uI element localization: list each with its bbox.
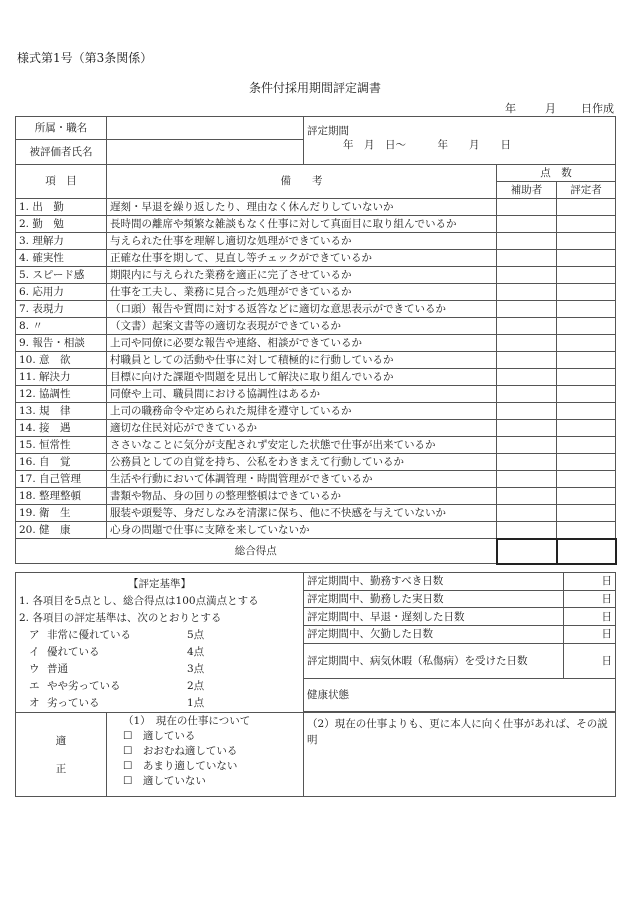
assistant-score[interactable] xyxy=(497,386,557,403)
level-label: 劣っている xyxy=(47,697,100,710)
evaluator-score[interactable] xyxy=(557,386,616,403)
level-label: 非常に優れている xyxy=(47,629,131,642)
remarks-header: 備 考 xyxy=(107,165,497,199)
table-row xyxy=(16,318,616,335)
row-item: 16. 自 覚 xyxy=(16,454,107,471)
row-remark: 心身の問題で仕事に支障を来していないか xyxy=(107,522,497,539)
row-remark: 遅刻・早退を繰り返したり、理由なく休んだりしていないか xyxy=(107,199,497,216)
evaluator-score[interactable] xyxy=(557,403,616,420)
evaluator-score[interactable] xyxy=(557,369,616,386)
creation-date xyxy=(505,100,614,116)
period-cell xyxy=(304,117,616,165)
assistant-score[interactable] xyxy=(497,505,557,522)
aptitude-option[interactable] xyxy=(123,729,300,744)
row-item: 14. 接 遇 xyxy=(16,420,107,437)
created-day-label: 日作成 xyxy=(581,102,614,115)
assistant-header: 補助者 xyxy=(497,182,557,199)
assistant-score[interactable] xyxy=(497,233,557,250)
row-remark: 長時間の離席や頻繁な雑談もなく仕事に対して真面目に取り組んでいるか xyxy=(107,216,497,233)
level-row xyxy=(29,678,229,695)
attendance-unit[interactable]: 日 xyxy=(564,590,616,608)
row-remark: 上司の職務命令や定められた規律を遵守しているか xyxy=(107,403,497,420)
evaluator-score[interactable] xyxy=(557,352,616,369)
created-month-label: 月 xyxy=(545,102,556,115)
created-year-label: 年 xyxy=(505,102,516,115)
level-mark: イ xyxy=(29,646,40,659)
period-label: 評定期間 xyxy=(307,125,349,137)
row-item: 13. 規 律 xyxy=(16,403,107,420)
aptitude-question-2[interactable]: （2）現在の仕事よりも、更に本人に向く仕事があれば、その説明 xyxy=(304,713,616,797)
row-item: 7. 表現力 xyxy=(16,301,107,318)
table-row xyxy=(16,335,616,352)
checkbox-icon[interactable]: ☐ xyxy=(123,775,133,787)
table-row xyxy=(16,301,616,318)
attendance-unit[interactable]: 日 xyxy=(564,625,616,643)
affiliation-field[interactable] xyxy=(107,117,304,140)
row-item: 5. スピード感 xyxy=(16,267,107,284)
assistant-score[interactable] xyxy=(497,216,557,233)
table-row xyxy=(16,420,616,437)
document-title: 条件付採用期間評定調書 xyxy=(248,81,381,95)
attendance-unit[interactable]: 日 xyxy=(564,643,616,678)
attendance-label: 評定期間中、欠勤した日数 xyxy=(304,625,564,643)
evaluator-score[interactable] xyxy=(557,522,616,539)
row-remark: （文書）起案文書等の適切な表現ができているか xyxy=(107,318,497,335)
assistant-score[interactable] xyxy=(497,250,557,267)
row-remark: （口頭）報告や質問に対する返答などに適切な意思表示ができているか xyxy=(107,301,497,318)
table-row xyxy=(16,267,616,284)
assistant-score[interactable] xyxy=(497,403,557,420)
row-remark: 服装や頭髪等、身だしなみを清潔に保ち、他に不快感を与えていないか xyxy=(107,505,497,522)
row-item: 9. 報告・相談 xyxy=(16,335,107,352)
name-field[interactable] xyxy=(107,140,304,165)
item-header: 項 目 xyxy=(16,165,107,199)
table-row xyxy=(16,369,616,386)
assistant-score[interactable] xyxy=(497,471,557,488)
aptitude-option[interactable] xyxy=(123,744,300,759)
assistant-score[interactable] xyxy=(497,335,557,352)
criteria-line-2: 2. 各項目の評定基準は、次のとおりとする xyxy=(19,612,222,624)
evaluator-score[interactable] xyxy=(557,267,616,284)
assistant-score[interactable] xyxy=(497,284,557,301)
row-remark: ささいなことに気分が支配されず安定した状態で仕事が出来ているか xyxy=(107,437,497,454)
row-remark: 与えられた仕事を理解し適切な処理ができているか xyxy=(107,233,497,250)
row-remark: 書類や物品、身の回りの整理整頓はできているか xyxy=(107,488,497,505)
assistant-score[interactable] xyxy=(497,318,557,335)
level-points: 2点 xyxy=(187,680,205,693)
row-item: 12. 協調性 xyxy=(16,386,107,403)
evaluator-score[interactable] xyxy=(557,505,616,522)
row-item: 3. 理解力 xyxy=(16,233,107,250)
table-row xyxy=(16,488,616,505)
assistant-score[interactable] xyxy=(497,488,557,505)
assistant-score[interactable] xyxy=(497,301,557,318)
table-row xyxy=(16,352,616,369)
table-row xyxy=(16,471,616,488)
aptitude-options-cell xyxy=(107,713,304,797)
evaluator-score[interactable] xyxy=(557,471,616,488)
assistant-score[interactable] xyxy=(497,267,557,284)
row-remark: 生活や行動において体調管理・時間管理ができているか xyxy=(107,471,497,488)
assistant-score[interactable] xyxy=(497,437,557,454)
period-value[interactable]: 年 月 日～ 年 月 日 xyxy=(343,139,511,152)
assistant-score[interactable] xyxy=(497,199,557,216)
option-label: おおむね適している xyxy=(142,745,238,757)
header-table xyxy=(15,116,616,165)
level-mark: ウ xyxy=(29,663,40,676)
evaluation-table xyxy=(15,164,617,565)
attendance-unit[interactable]: 日 xyxy=(564,573,616,591)
level-points: 4点 xyxy=(187,646,205,659)
table-row xyxy=(16,386,616,403)
row-remark: 同僚や上司、職員間における協調性はあるか xyxy=(107,386,497,403)
row-item: 11. 解決力 xyxy=(16,369,107,386)
level-row xyxy=(29,661,229,678)
row-item: 15. 恒常性 xyxy=(16,437,107,454)
evaluator-score[interactable] xyxy=(557,420,616,437)
evaluator-score[interactable] xyxy=(557,437,616,454)
evaluator-score[interactable] xyxy=(557,250,616,267)
aptitude-label xyxy=(16,713,107,797)
assistant-score[interactable] xyxy=(497,522,557,539)
table-row xyxy=(16,454,616,471)
attendance-label: 評定期間中、病気休暇（私傷病）を受けた日数 xyxy=(304,643,564,678)
row-item: 4. 確実性 xyxy=(16,250,107,267)
attendance-label: 評定期間中、早退・遅刻した日数 xyxy=(304,608,564,626)
row-item: 10. 意 欲 xyxy=(16,352,107,369)
table-row xyxy=(16,216,616,233)
evaluator-score[interactable] xyxy=(557,301,616,318)
criteria-line-1: 1. 各項目を5点とし、総合得点は100点満点とする xyxy=(19,595,259,607)
row-remark: 期限内に与えられた業務を適正に完了させているか xyxy=(107,267,497,284)
evaluator-score[interactable] xyxy=(557,216,616,233)
row-remark: 仕事を工夫し、業務に見合った処理ができているか xyxy=(107,284,497,301)
level-label: 普通 xyxy=(47,663,68,676)
criteria-cell xyxy=(16,573,304,713)
assistant-score[interactable] xyxy=(497,454,557,471)
bottom-table xyxy=(15,572,616,797)
row-item: 18. 整理整頓 xyxy=(16,488,107,505)
total-evaluator-score[interactable] xyxy=(557,539,616,564)
table-row xyxy=(16,403,616,420)
row-item: 17. 自己管理 xyxy=(16,471,107,488)
option-label: あまり適していない xyxy=(142,760,238,772)
table-row xyxy=(16,250,616,267)
attendance-unit[interactable]: 日 xyxy=(564,608,616,626)
level-points: 5点 xyxy=(187,629,205,642)
name-label: 被評価者氏名 xyxy=(16,140,107,165)
aptitude-label-bottom: 正 xyxy=(55,762,67,775)
aptitude-option[interactable] xyxy=(123,774,300,789)
row-item: 8. 〃 xyxy=(16,318,107,335)
level-row xyxy=(29,644,229,661)
health-status-label: 健康状態 xyxy=(304,678,616,711)
table-row xyxy=(16,199,616,216)
level-mark: エ xyxy=(29,680,40,693)
row-item: 20. 健 康 xyxy=(16,522,107,539)
table-row xyxy=(16,284,616,301)
assistant-score[interactable] xyxy=(497,352,557,369)
option-label: 適していない xyxy=(142,775,206,787)
level-label: 優れている xyxy=(47,646,100,659)
row-remark: 正確な仕事を期して、見直し等チェックができているか xyxy=(107,250,497,267)
form-number-label: 様式第1号（第3条関係） xyxy=(17,51,153,65)
row-remark: 公務員としての自覚を持ち、公私をわきまえて行動しているか xyxy=(107,454,497,471)
level-mark: ア xyxy=(29,629,40,642)
points-header: 点 数 xyxy=(497,165,616,182)
total-assistant-score[interactable] xyxy=(497,539,557,564)
evaluator-score[interactable] xyxy=(557,284,616,301)
option-label: 適している xyxy=(142,730,196,742)
evaluator-score[interactable] xyxy=(557,454,616,471)
row-item: 19. 衛 生 xyxy=(16,505,107,522)
row-item: 1. 出 勤 xyxy=(16,199,107,216)
checkbox-icon[interactable]: ☐ xyxy=(123,760,133,772)
row-remark: 上司や同僚に必要な報告や連絡、相談ができているか xyxy=(107,335,497,352)
total-score-label: 総合得点 xyxy=(16,539,497,564)
assistant-score[interactable] xyxy=(497,369,557,386)
table-row xyxy=(16,505,616,522)
checkbox-icon[interactable]: ☐ xyxy=(123,745,133,757)
evaluator-score[interactable] xyxy=(557,335,616,352)
attendance-label: 評定期間中、勤務した実日数 xyxy=(304,590,564,608)
row-remark: 目標に向けた課題や問題を見出して解決に取り組んでいるか xyxy=(107,369,497,386)
criteria-title: 【評定基準】 xyxy=(128,578,191,590)
table-row xyxy=(16,437,616,454)
criteria-levels xyxy=(29,627,229,712)
row-item: 6. 応用力 xyxy=(16,284,107,301)
level-mark: オ xyxy=(29,697,40,710)
evaluator-score[interactable] xyxy=(557,488,616,505)
row-remark: 村職員としての活動や仕事に対して積極的に行動しているか xyxy=(107,352,497,369)
aptitude-label-top: 適 xyxy=(55,734,67,747)
level-points: 1点 xyxy=(187,697,205,710)
assistant-score[interactable] xyxy=(497,420,557,437)
aptitude-question-1: （1） 現在の仕事について xyxy=(123,715,251,727)
attendance-label: 評定期間中、勤務すべき日数 xyxy=(304,573,564,591)
evaluator-score[interactable] xyxy=(557,233,616,250)
table-row xyxy=(16,522,616,539)
evaluator-header: 評定者 xyxy=(557,182,616,199)
row-item: 2. 勤 勉 xyxy=(16,216,107,233)
evaluator-score[interactable] xyxy=(557,318,616,335)
level-label: やや劣っている xyxy=(47,680,121,693)
affiliation-label: 所属・職名 xyxy=(16,117,107,140)
row-remark: 適切な住民対応ができているか xyxy=(107,420,497,437)
table-row xyxy=(16,233,616,250)
evaluator-score[interactable] xyxy=(557,199,616,216)
level-row xyxy=(29,627,229,644)
checkbox-icon[interactable]: ☐ xyxy=(123,730,133,742)
level-points: 3点 xyxy=(187,663,205,676)
aptitude-option[interactable] xyxy=(123,759,300,774)
level-row xyxy=(29,695,229,712)
